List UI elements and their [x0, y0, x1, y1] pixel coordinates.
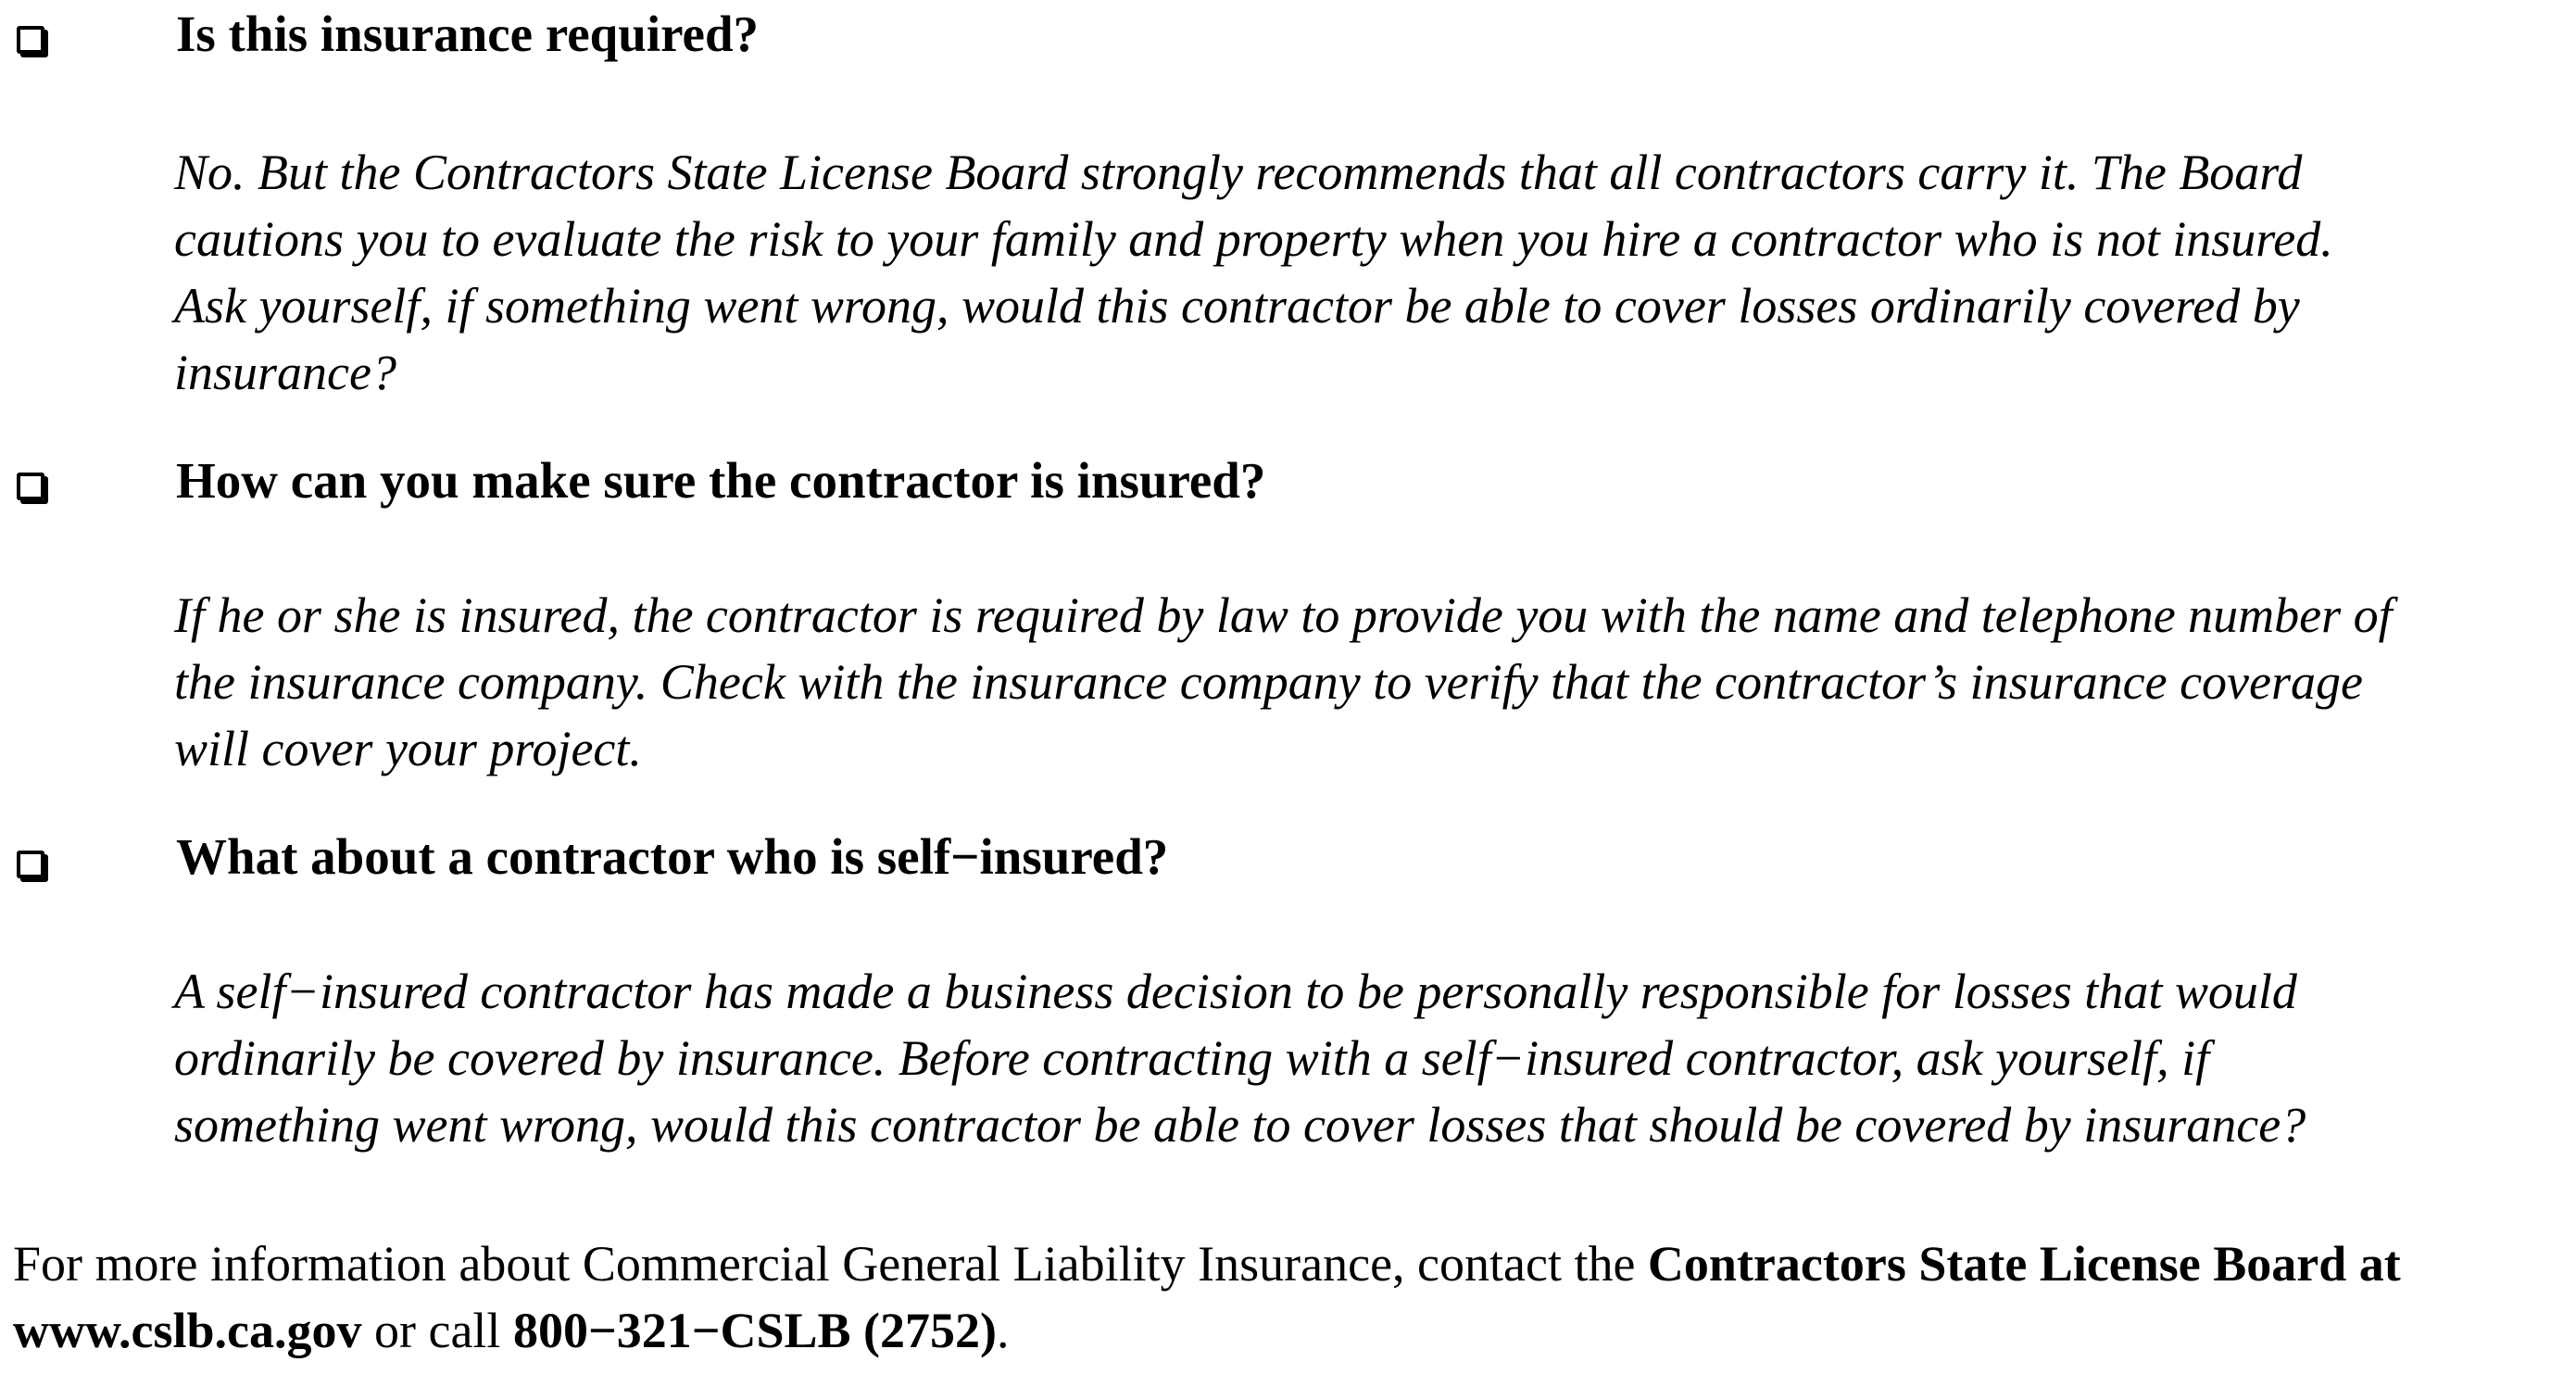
answer-line: the insurance company. Check with the insurance company to verify that the contractor’s insurance coverage	[174, 654, 2363, 710]
checkbox-icon[interactable]	[17, 851, 44, 878]
website-link[interactable]: www.cslb.ca.gov	[13, 1303, 362, 1358]
answer-paragraph	[174, 139, 2573, 406]
answer-line: will cover your project.	[174, 721, 642, 776]
answer-paragraph	[174, 582, 2573, 782]
footer-board-name: Contractors State License Board at	[1647, 1236, 2401, 1292]
checkbox-icon[interactable]	[17, 473, 44, 500]
question-heading: What about a contractor who is self−insured?	[176, 828, 1169, 885]
checkbox-icon[interactable]	[17, 26, 44, 54]
contact-footer	[13, 1230, 2570, 1364]
answer-line: cautions you to evaluate the risk to your family and property when you hire a contractor who is not insured.	[174, 211, 2333, 267]
answer-line: If he or she is insured, the contractor is required by law to provide you with the name and telephone number of	[174, 587, 2393, 643]
question-heading: How can you make sure the contractor is insured?	[176, 452, 1266, 509]
answer-line: A self−insured contractor has made a business decision to be personally responsible for losses that would	[174, 964, 2297, 1019]
footer-line	[13, 1230, 2570, 1297]
footer-text: For more information about Commercial General Liability Insurance, contact the	[13, 1236, 1648, 1292]
answer-line: ordinarily be covered by insurance. Before contracting with a self−insured contractor, ask yourself, if	[174, 1030, 2210, 1086]
footer-text: or call	[361, 1303, 513, 1358]
answer-line: something went wrong, would this contractor be able to cover losses that should be covered by insurance?	[174, 1097, 2306, 1153]
answer-line: Ask yourself, if something went wrong, would this contractor be able to cover losses ordinarily covered by	[174, 278, 2300, 334]
phone-number[interactable]: 800−321−CSLB (2752)	[512, 1303, 998, 1358]
footer-line	[13, 1297, 2570, 1364]
question-heading: Is this insurance required?	[176, 6, 760, 62]
answer-line: No. But the Contractors State License Board strongly recommends that all contractors carry it. The Board	[174, 145, 2303, 200]
footer-text: .	[997, 1303, 1010, 1358]
answer-paragraph	[174, 958, 2573, 1158]
answer-line: insurance?	[174, 345, 396, 400]
